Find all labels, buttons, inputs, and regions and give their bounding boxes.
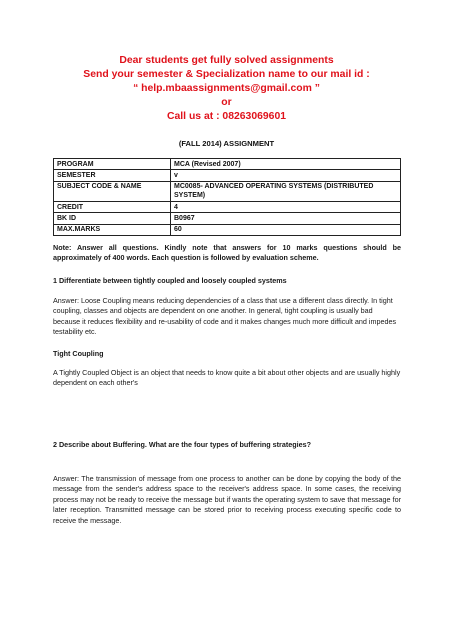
promo-phone: Call us at : 08263069601	[167, 111, 286, 122]
table-row	[54, 224, 401, 235]
table-value: 60	[171, 224, 401, 235]
promo-email: “ help.mbaassignments@gmail.com ”	[133, 83, 320, 94]
tight-coupling-text: A Tightly Coupled Object is an object that needs to know quite a bit about other objects and are usually highly dependent on each other's	[53, 368, 401, 388]
table-row	[54, 170, 401, 181]
table-key: CREDIT	[54, 202, 171, 213]
table-value: 4	[171, 202, 401, 213]
table-row	[54, 202, 401, 213]
promo-line-1: Dear students get fully solved assignments	[119, 55, 334, 66]
table-value: B0967	[171, 213, 401, 224]
table-key: PROGRAM	[54, 159, 171, 170]
promo-header	[0, 54, 453, 124]
tight-coupling-heading: Tight Coupling	[53, 349, 104, 358]
assignment-title: (FALL 2014) ASSIGNMENT	[178, 139, 275, 148]
table-key: BK ID	[54, 213, 171, 224]
table-key: SUBJECT CODE & NAME	[54, 181, 171, 202]
question-1-answer: Answer: Loose Coupling means reducing dependencies of a class that use a different class directly. In tight coupling, classes and objects are dependent on one another. In general, tight coupling is usually bad because it reduces flexibility and re-usability of code and it makes changes much more difficult and impedes testability etc.	[53, 296, 397, 337]
table-value: MC0085- ADVANCED OPERATING SYSTEMS (DISTRIBUTED SYSTEM)	[171, 181, 401, 202]
table-key: SEMESTER	[54, 170, 171, 181]
table-row	[54, 181, 401, 202]
note-paragraph: Note: Answer all questions. Kindly note that answers for 10 marks questions should be approximately of 400 words. Each question is followed by evaluation scheme.	[53, 243, 401, 263]
table-key: MAX.MARKS	[54, 224, 171, 235]
table-row	[54, 213, 401, 224]
promo-or: or	[221, 97, 232, 108]
promo-line-2: Send your semester & Specialization name to our mail id :	[83, 69, 370, 80]
table-value: v	[171, 170, 401, 181]
question-2-heading: 2 Describe about Buffering. What are the four types of buffering strategies?	[53, 440, 311, 449]
question-1-heading: 1 Differentiate between tightly coupled and loosely coupled systems	[53, 276, 287, 285]
course-info-table	[53, 158, 401, 236]
table-row	[54, 159, 401, 170]
question-2-answer: Answer: The transmission of message from one process to another can be done by copying the body of the message from the sender's address space to the receiver's address space. In some cases, the receiving process may not be ready to receive the message but if wants the operating system to save that message for later reception. Transmitted message can be stored prior to receiving process executing specific code to receive the message.	[53, 474, 401, 525]
table-value: MCA (Revised 2007)	[171, 159, 401, 170]
